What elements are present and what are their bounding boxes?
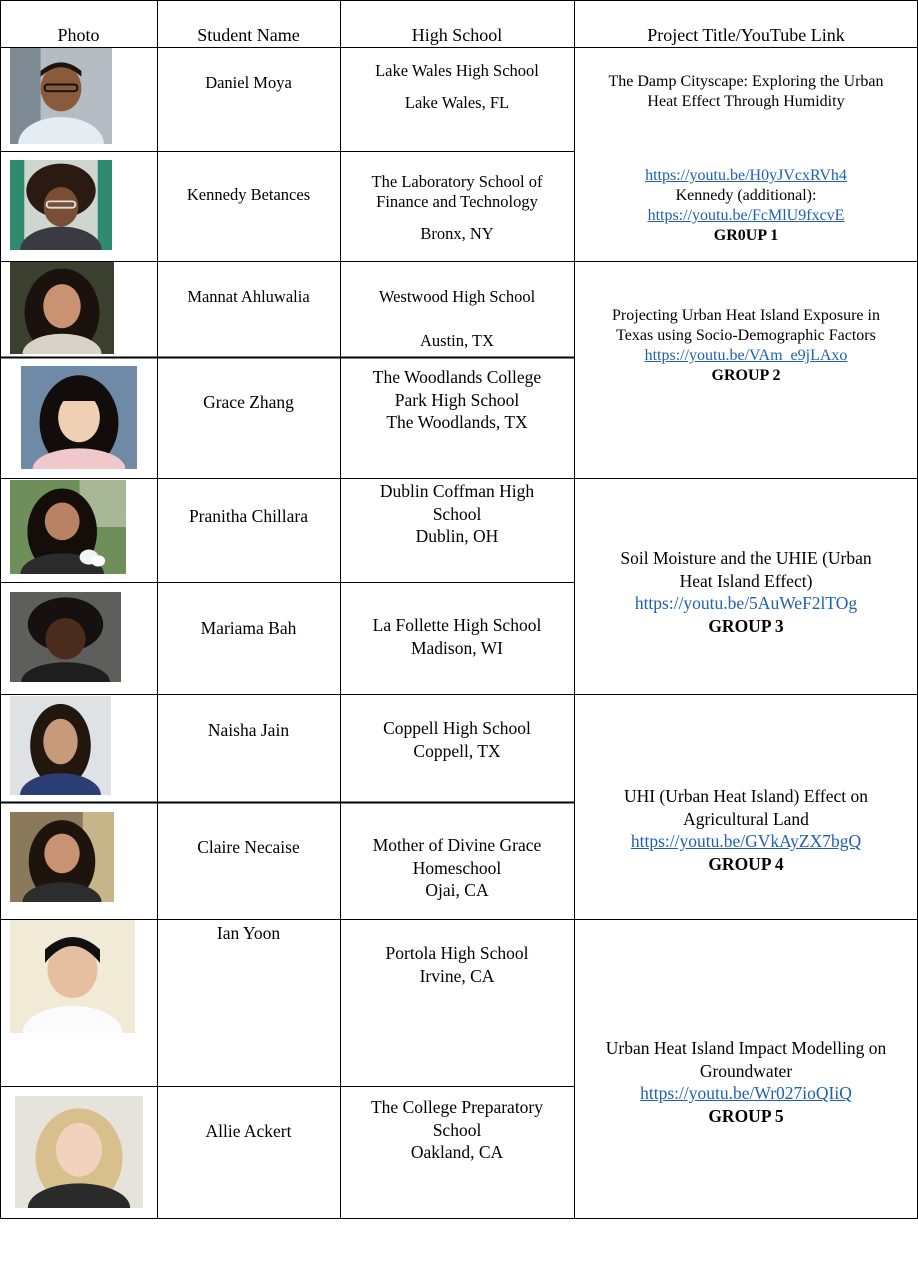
group-label: GROUP 3	[708, 615, 784, 636]
student-name: Pranitha Chillara	[188, 506, 309, 526]
group-label: GROUP 2	[711, 367, 781, 384]
project-title: Texas using Socio-Demographic Factors	[616, 327, 876, 344]
header-high-school: High School	[411, 25, 503, 45]
school-name: Park High School	[394, 389, 520, 410]
school-cell	[340, 614, 574, 659]
school-name: Homeschool	[412, 857, 502, 878]
project-group-5	[574, 1037, 918, 1127]
school-name: Dublin Coffman High	[379, 481, 535, 501]
school-name: La Follette High School	[372, 615, 542, 635]
school-location: Coppell, TX	[413, 740, 501, 761]
youtube-link[interactable]: https://youtu.be/Wr027ioQIiQ	[640, 1083, 852, 1103]
school-cell	[340, 172, 574, 244]
school-location: Irvine, CA	[419, 965, 495, 986]
school-location: Madison, WI	[410, 637, 504, 658]
student-name: Mariama Bah	[200, 618, 297, 638]
student-name: Naisha Jain	[207, 720, 290, 740]
project-title: The Damp Cityscape: Exploring the Urban	[608, 73, 884, 90]
project-group-4	[574, 785, 918, 875]
school-location: Bronx, NY	[420, 224, 494, 243]
school-name: Finance and Technology	[376, 192, 538, 211]
student-name: Kennedy Betances	[186, 185, 311, 204]
youtube-link[interactable]: https://youtu.be/5AuWeF2lTOg	[634, 593, 858, 613]
student-photo-pranitha-chillara	[10, 480, 126, 574]
school-name: Lake Wales High School	[375, 61, 539, 80]
youtube-link[interactable]: https://youtu.be/H0yJVcxRVh4	[645, 167, 847, 184]
student-name: Claire Necaise	[197, 837, 300, 857]
school-name: Portola High School	[385, 943, 529, 963]
student-name: Daniel Moya	[205, 73, 292, 92]
school-cell	[340, 942, 574, 987]
project-title: Groundwater	[699, 1060, 793, 1081]
project-group-3	[574, 547, 918, 637]
student-name: Grace Zhang	[203, 392, 294, 412]
student-photo-claire-necaise	[10, 812, 114, 902]
school-cell	[340, 366, 574, 434]
group-label: GROUP 4	[708, 853, 784, 874]
student-name: Allie Ackert	[205, 1121, 292, 1141]
school-location: Austin, TX	[420, 331, 494, 350]
school-cell	[340, 480, 574, 548]
school-location: The Woodlands, TX	[386, 412, 528, 432]
project-title: Heat Island Effect)	[679, 570, 813, 591]
student-name: Mannat Ahluwalia	[187, 287, 310, 306]
group-label: GR0UP 1	[713, 227, 779, 244]
school-name: The Woodlands College	[372, 367, 542, 387]
project-group-1	[574, 72, 918, 246]
school-cell	[340, 834, 574, 902]
project-title: Projecting Urban Heat Island Exposure in	[612, 307, 880, 324]
school-cell	[340, 1096, 574, 1164]
student-photo-daniel-moya	[10, 48, 112, 144]
project-group-2	[574, 306, 918, 386]
youtube-link-additional[interactable]: https://youtu.be/FcMlU9fxcvE	[647, 207, 845, 224]
header-project: Project Title/YouTube Link	[647, 25, 845, 45]
school-name: The Laboratory School of	[371, 172, 543, 191]
student-photo-kennedy-betances	[10, 160, 112, 250]
group-label: GROUP 5	[708, 1105, 784, 1126]
project-title: Urban Heat Island Impact Modelling on	[605, 1038, 887, 1058]
student-name: Ian Yoon	[216, 923, 281, 943]
student-photo-mannat-ahluwalia	[10, 262, 114, 354]
student-photo-grace-zhang	[21, 366, 137, 469]
project-title: UHI (Urban Heat Island) Effect on	[623, 786, 869, 806]
youtube-link[interactable]: https://youtu.be/GVkAyZX7bgQ	[630, 831, 862, 851]
school-location: Dublin, OH	[415, 526, 499, 546]
header-photo: Photo	[57, 25, 100, 45]
student-photo-ian-yoon	[10, 920, 135, 1033]
school-location: Ojai, CA	[425, 880, 489, 900]
extra-link-label: Kennedy (additional):	[675, 187, 817, 204]
project-title: Soil Moisture and the UHIE (Urban	[620, 548, 872, 568]
school-location: Oakland, CA	[410, 1142, 504, 1162]
school-name: School	[432, 1119, 482, 1140]
school-name: Mother of Divine Grace	[372, 835, 542, 855]
school-cell	[340, 717, 574, 762]
school-cell	[340, 60, 574, 114]
student-photo-naisha-jain	[10, 696, 111, 795]
school-name: School	[432, 503, 482, 524]
student-photo-mariama-bah	[10, 592, 121, 682]
school-name: Coppell High School	[383, 718, 531, 738]
header-student-name: Student Name	[197, 25, 300, 45]
project-title: Agricultural Land	[683, 808, 809, 829]
student-photo-allie-ackert	[15, 1096, 143, 1208]
school-name: Westwood High School	[378, 287, 536, 306]
youtube-link[interactable]: https://youtu.be/VAm_e9jLAxo	[644, 347, 848, 364]
project-title: Heat Effect Through Humidity	[647, 93, 845, 110]
school-name: The College Preparatory	[370, 1097, 544, 1117]
school-cell	[340, 286, 574, 352]
school-location: Lake Wales, FL	[404, 93, 510, 112]
